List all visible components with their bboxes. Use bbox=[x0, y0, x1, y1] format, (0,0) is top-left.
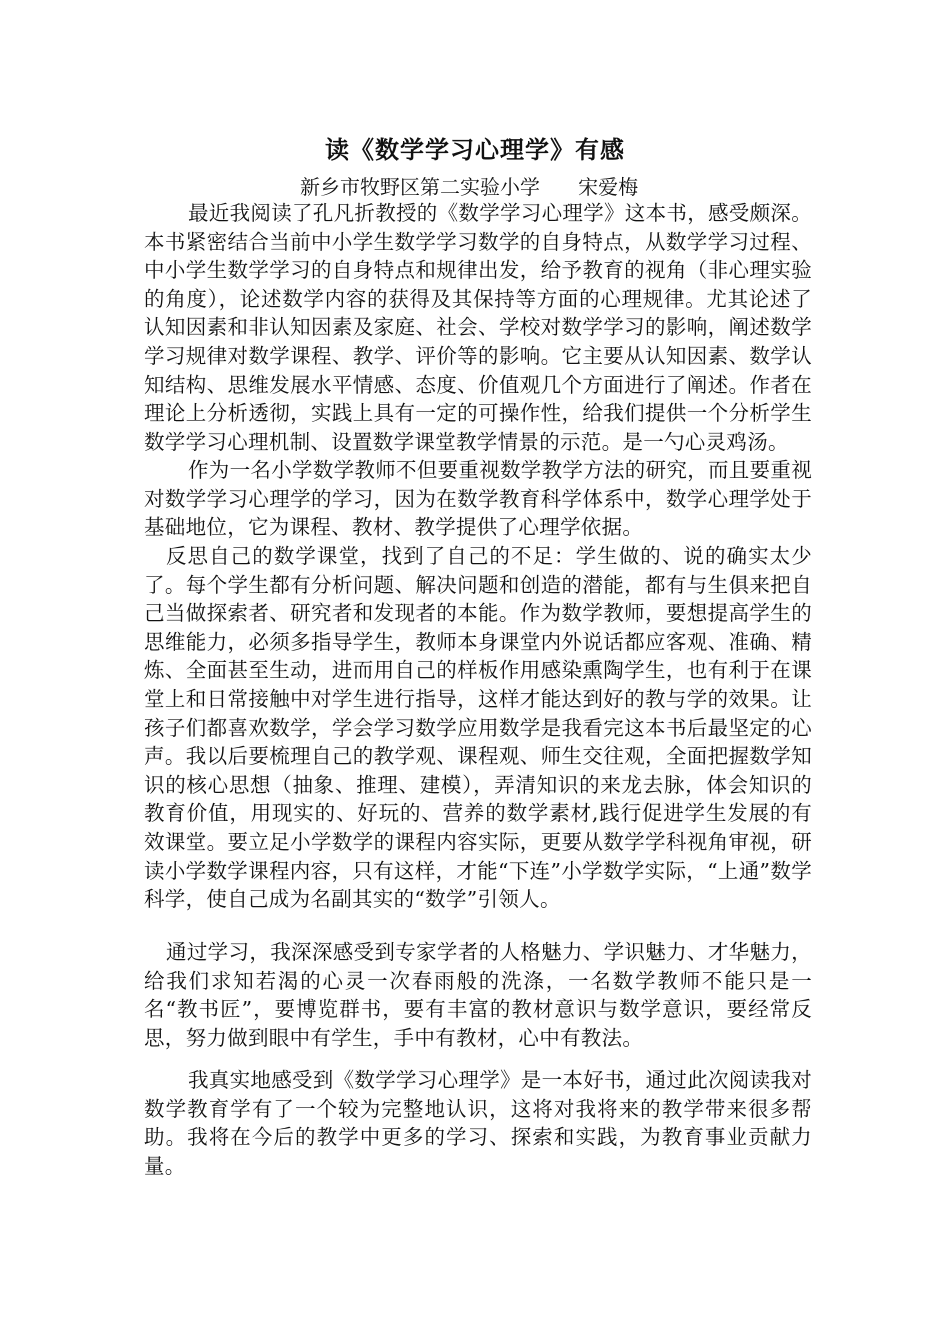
paragraph-4: 通过学习，我深深感受到专家学者的人格魅力、学识魅力、才华魅力，给我们求知若渴的心灵一次春雨般的洗涤，一名数学教师不能只是一名“教书匠”，要博览群书，要有丰富的教材意识与数学意识，要经常反思，努力做到眼中有学生，手中有教材，心中有教法。 bbox=[144, 940, 812, 1050]
author-byline: 新乡市牧野区第二实验小学 宋爱梅 bbox=[300, 175, 639, 199]
paragraph-1: 最近我阅读了孔凡折教授的《数学学习心理学》这本书，感受颇深。本书紧密结合当前中小学生数学学习数学的自身特点，从数学学习过程、中小学生数学学习的自身特点和规律出发，给予教育的视角（非心理实验的角度），论述数学内容的获得及其保持等方面的心理规律。尤其论述了认知因素和非认知因素及家庭、社会、学校对数学学习的影响，阐述数学学习规律对数学课程、教学、评价等的影响。它主要从认知因素、数学认知结构、思维发展水平情感、态度、价值观几个方面进行了阐述。作者在理论上分析透彻，实践上具有一定的可操作性，给我们提供一个分析学生数学学习心理机制、设置数学课堂教学情景的示范。是一勺心灵鸡汤。 bbox=[144, 201, 812, 454]
document-title: 读《数学学习心理学》有感 bbox=[325, 135, 625, 164]
paragraph-5: 我真实地感受到《数学学习心理学》是一本好书，通过此次阅读我对数学教育学有了一个较为完整地认识，这将对我将来的教学带来很多帮助。我将在今后的教学中更多的学习、探索和实践，为教育事业贡献力量。 bbox=[144, 1068, 812, 1178]
paragraph-2: 作为一名小学数学教师不但要重视数学教学方法的研究，而且要重视对数学学习心理学的学习，因为在数学教育科学体系中，数学心理学处于基础地位，它为课程、教材、教学提供了心理学依据。 bbox=[144, 458, 812, 540]
paragraph-3: 反思自己的数学课堂，找到了自己的不足：学生做的、说的确实太少了。每个学生都有分析问题、解决问题和创造的潜能，都有与生俱来把自己当做探索者、研究者和发现者的本能。作为数学教师，要想提高学生的思维能力，必须多指导学生，教师本身课堂内外说话都应客观、准确、精炼、全面甚至生动，进而用自己的样板作用感染熏陶学生，也有利于在课堂上和日常接触中对学生进行指导，这样才能达到好的教与学的效果。让孩子们都喜欢数学，学会学习数学应用数学是我看完这本书后最坚定的心声。我以后要梳理自己的教学观、课程观、师生交往观，全面把握数学知识的核心思想（抽象、推理、建模），弄清知识的来龙去脉，体会知识的教育价值，用现实的、好玩的、营养的数学素材,践行促进学生发展的有效课堂。要立足小学数学的课程内容实际，更要从数学学科视角审视，研读小学数学课程内容，只有这样，才能“下连”小学数学实际，“上通”数学科学，使自己成为名副其实的“数学”引领人。 bbox=[144, 544, 812, 912]
